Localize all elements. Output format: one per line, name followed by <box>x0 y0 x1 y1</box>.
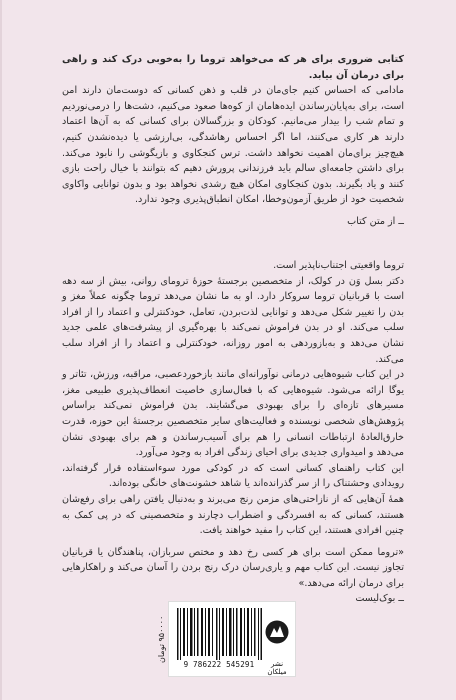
excerpt-paragraph: مادامی که احساس کنیم جای‌مان در قلب و ذهن کسانی که دوست‌مان دارند امن است، برای به‌پایان‌رساندن ایده‌هامان از کوه‌ها صعود می‌کنیم، دشت‌ها را درمی‌نوردیم و تمام شب را بیدار می‌مانیم. کودکان و بزرگسالان برای کسانی که به آن‌ها اعتماد دارند هر کاری می‌کنند، اما اگر احساس رهاشدگی، بی‌ارزشی یا دیده‌نشدن کنیم، هیچ‌چیز برای‌مان اهمیت نخواهد داشت. ترس کنجکاوی و بازیگوشی را نابود می‌کند. برای داشتن جامعه‌ای سالم باید فرزندانی پرورش دهیم که بتوانند با خیال راحت بازی کنند و یاد بگیرند. بدون کنجکاوی امکان هیچ رشدی نخواهد بود و بدون توانایی واکاوی شخصیت خود از طریق آزمون‌وخطا، امکان انطباق‌پذیری وجود ندارد. <box>62 85 404 206</box>
lead-sentence: کتابی ضروری برای هر که می‌خواهد تروما را به‌خوبی درک کند و راهی برای درمان آن بیابد. <box>62 54 404 81</box>
desc-paragraph-2: دکتر بسل وَن در کولک، از متخصصین برجستهٔ حوزهٔ ترومای روانی، بیش از سه دهه است با قربانیان تروما سروکار دارد. او به ما نشان می‌دهد تروما چگونه عملاً مغز و بدن را تغییر شکل می‌دهد و توانایی لذت‌بردن، تعامل، خودکنترلی و اعتماد را از افراد سلب می‌کند. او در بدن فراموش نمی‌کند با بهره‌گیری از پیشرفت‌های علمی جدید نشان می‌دهد و به‌بازوردهی به امور روزانه، خودکنترلی و اعتماد را از افراد سلب می‌کند. <box>62 275 404 365</box>
desc-paragraph-5: همهٔ آن‌هایی که از نازاحتی‌های مزمن رنج می‌برند و به‌دنبال یافتن راهی برای رفع‌شان هستند، کسانی که به افسردگی و اضطراب دچارند و متخصصینی که در پی کمک به چنین افرادی هستند، این کتاب را مفید خواهند یافت. <box>62 493 404 537</box>
excerpt-source: ــ از متن کتاب <box>347 215 404 227</box>
review-quote: «تروما ممکن است برای هر کسی رخ دهد و مختص سربازان، پناهندگان یا قربانیان تجاوز نیست. این کتاب مهم و یاری‌رسان درک رنج بردن را آسان می‌کند و راهکارهایی برای درمان ارائه می‌دهد.» <box>62 546 404 589</box>
publisher-logo-icon <box>265 610 289 666</box>
desc-paragraph-1: تروما واقعیتی اجتناب‌ناپذیر است. <box>273 260 404 271</box>
top-blurb <box>62 52 404 230</box>
barcode-panel <box>157 601 296 677</box>
price-label: ۹۵۰۰۰۰ تومان <box>157 615 166 663</box>
barcode-icon <box>175 608 263 660</box>
publisher-name: نشر میلکان <box>267 660 287 676</box>
desc-paragraph-3: در این کتاب شیوه‌هایی درمانی نوآورانه‌ای مانند بازخوردعصبی، مراقبه، ورزش، تئاتر و یوگا ارائه می‌شود. شیوه‌هایی که با فعال‌سازی خاصیت انعطاف‌پذیری طبیعی مغز، مسیرهای تازه‌ای را برای بهبودی می‌گشایند. بدن فراموش نمی‌کند براساس پژوهش‌های شخصی نویسنده و فعالیت‌های سایر متخصصین برجستهٔ این حوزه، قدرت خارق‌العادهٔ ارتباطات انسانی را هم برای آسیب‌رساندن و هم برای بهبودی نشان می‌دهد و امیدواری جدیدی برای احیای زندگی افراد به وجود می‌آورد. <box>62 369 404 459</box>
isbn-digits: 9 786222 545291 <box>183 660 255 669</box>
description-block <box>62 258 404 607</box>
desc-paragraph-4: این کتاب راهنمای کسانی است که در کودکی مورد سوءاستفاده قرار گرفته‌اند، رویدادی وحشتناک را از سر گذرانده‌اند یا شاهد خشونت‌های خانگی بوده‌اند. <box>62 462 404 490</box>
review-source: ــ بوک‌لیست <box>355 593 404 605</box>
